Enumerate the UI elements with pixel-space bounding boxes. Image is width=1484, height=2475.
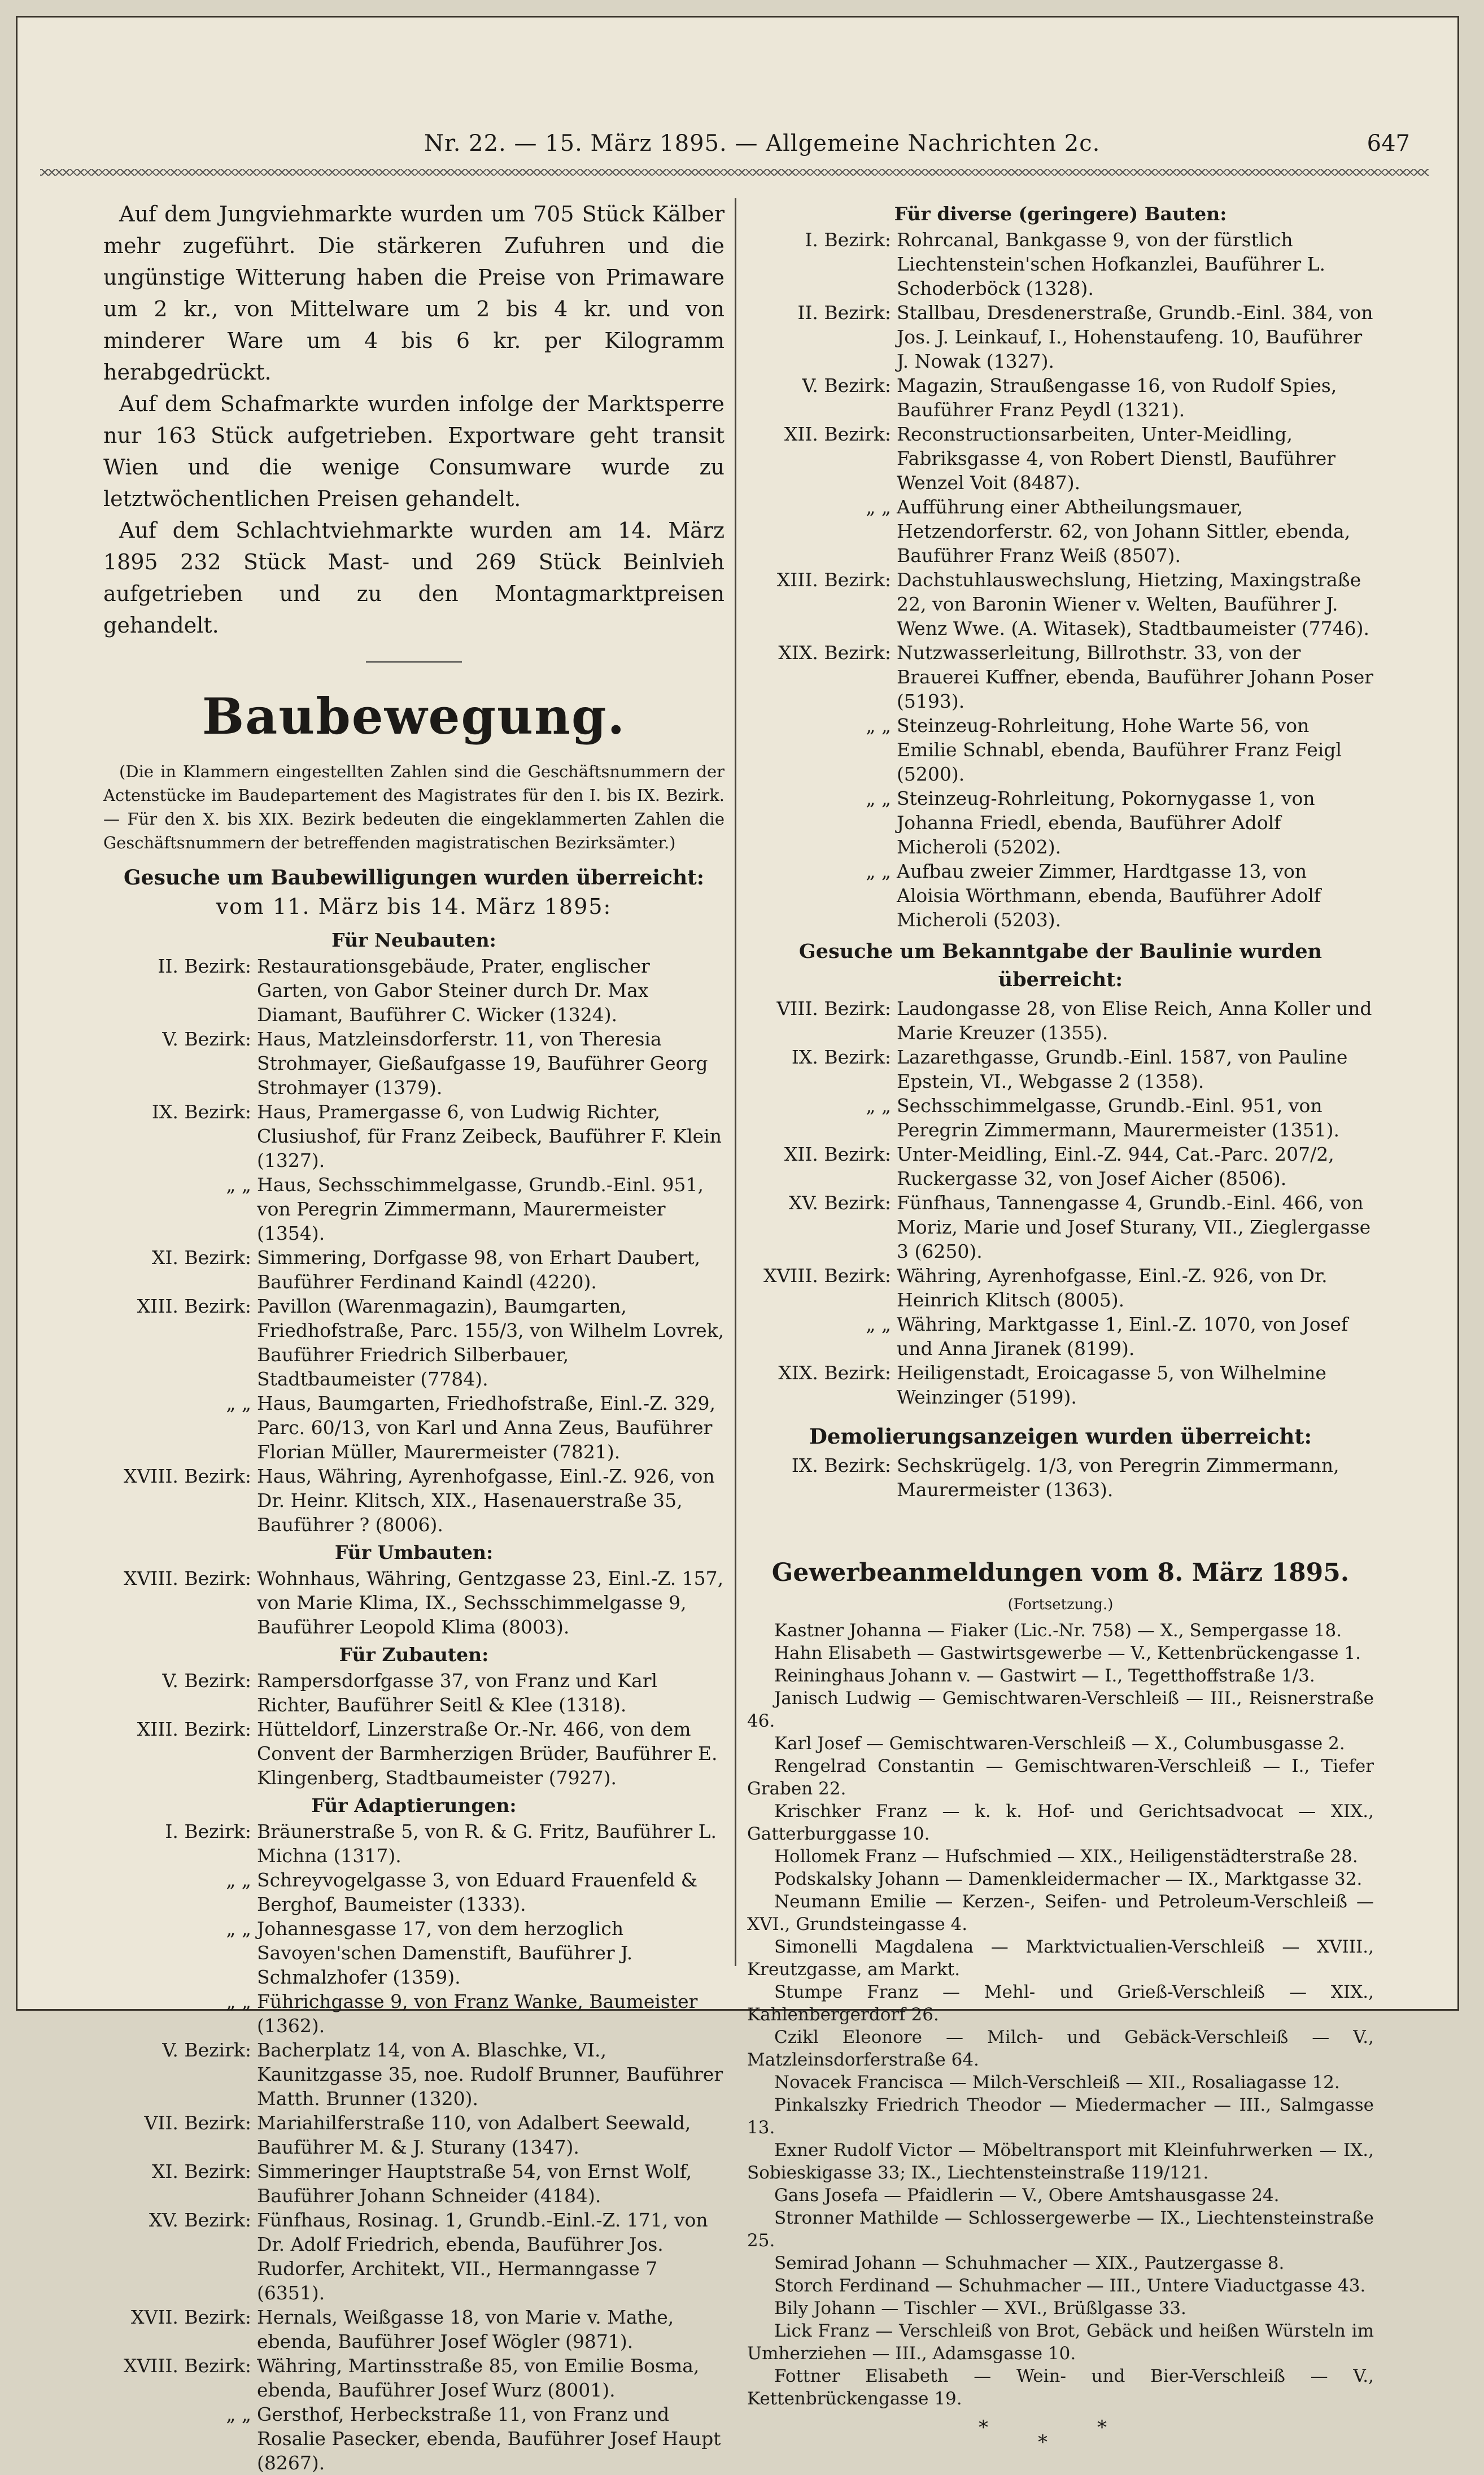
list-neubauten bbox=[103, 954, 724, 1537]
entry-text: Aufführung einer Abtheilungsmauer, Hetzendorferstr. 62, von Johann Sittler, ebenda, Bauführer Franz Weiß (8507). bbox=[897, 496, 1351, 567]
listing-entry bbox=[747, 228, 1374, 300]
listing-entry bbox=[103, 1464, 724, 1537]
listing-entry bbox=[103, 1868, 724, 1916]
entry-text: Simmeringer Hauptstraße 54, von Ernst Wolf, Bauführer Johann Schneider (4184). bbox=[257, 2160, 692, 2207]
page-number: 647 bbox=[1367, 130, 1410, 156]
district-label: XVIII. Bezirk: bbox=[763, 1265, 891, 1287]
entry-text: Aufbau zweier Zimmer, Hardtgasse 13, von Aloisia Wörthmann, ebenda, Bauführer Adolf Micheroli (5203). bbox=[897, 860, 1321, 931]
district-label: „ „ bbox=[226, 1869, 251, 1891]
listing-entry bbox=[747, 996, 1374, 1045]
listing-entry bbox=[747, 568, 1374, 640]
asterisk: * bbox=[1097, 2416, 1107, 2439]
trade-registration: Fottner Elisabeth — Wein- und Bier-Verschleiß — V., Kettenbrückengasse 19. bbox=[747, 2366, 1374, 2409]
heading-baulinie: Gesuche um Bekanntgabe der Baulinie wurden überreicht: bbox=[798, 940, 1322, 991]
district-label: XI. Bezirk: bbox=[151, 1247, 251, 1269]
heading-zubauten: Für Zubauten: bbox=[339, 1644, 489, 1666]
entry-text: Sechsschimmelgasse, Grundb.-Einl. 951, von Peregrin Zimmermann, Maurermeister (1351). bbox=[897, 1095, 1339, 1141]
listing-entry bbox=[103, 2159, 724, 2208]
entry-text: Hütteldorf, Linzerstraße Or.-Nr. 466, von dem Convent der Barmherzigen Brüder, Bauführer E. Klingenberg, Stadtbaumeister (7927). bbox=[257, 1718, 718, 1789]
entry-text: Simmering, Dorfgasse 98, von Erhart Daubert, Bauführer Ferdinand Kaindl (4220). bbox=[257, 1247, 701, 1293]
trade-registration: Karl Josef — Gemischtwaren-Verschleiß — X., Columbusgasse 2. bbox=[774, 1733, 1345, 1754]
right-column bbox=[747, 198, 1374, 2455]
entry-text: Schreyvogelgasse 3, von Eduard Frauenfeld & Berghof, Baumeister (1333). bbox=[257, 1869, 698, 1915]
listing-entry bbox=[747, 495, 1374, 568]
listing-entry bbox=[103, 954, 724, 1027]
district-label: VII. Bezirk: bbox=[144, 2112, 251, 2134]
listing-entry bbox=[103, 1027, 724, 1100]
entry-text: Währing, Marktgasse 1, Einl.-Z. 1070, von Josef und Anna Jiranek (8199). bbox=[897, 1313, 1348, 1359]
district-label: „ „ bbox=[226, 1392, 251, 1414]
listing-entry bbox=[103, 2402, 724, 2475]
district-label: I. Bezirk: bbox=[805, 229, 891, 251]
trade-registration: Kastner Johanna — Fiaker (Lic.-Nr. 758) — X., Sempergasse 18. bbox=[774, 1620, 1342, 1641]
entry-text: Haus, Pramergasse 6, von Ludwig Richter, Clusiushof, für Franz Zeibeck, Bauführer F. Klein (1327). bbox=[257, 1101, 722, 1171]
entry-text: Fünfhaus, Tannengasse 4, Grundb.-Einl. 466, von Moriz, Marie und Josef Sturany, VII., Zieglergasse 3 (6250). bbox=[897, 1192, 1371, 1262]
entry-text: Haus, Matzleinsdorferstr. 11, von Theresia Strohmayer, Gießaufgasse 19, Bauführer Georg Strohmayer (1379). bbox=[257, 1028, 708, 1099]
entry-text: Sechskrügelg. 1/3, von Peregrin Zimmermann, Maurermeister (1363). bbox=[897, 1454, 1339, 1501]
entry-text: Fünfhaus, Rosinag. 1, Grundb.-Einl.-Z. 171, von Dr. Adolf Friedrich, ebenda, Bauführer Jos. Rudorfer, Architekt, VII., Hermanngasse 7 (6351). bbox=[257, 2209, 708, 2304]
listing-entry bbox=[747, 786, 1374, 859]
listing-entry bbox=[103, 1717, 724, 1790]
header-rule bbox=[40, 169, 1429, 176]
market-paragraph: Auf dem Jungviehmarkte wurden um 705 Stück Kälber mehr zugeführt. Die stärkeren Zufuhren und die ungünstige Witterung haben die Preise von Primaware um 2 kr., von Mittelware um 2 bis 4 kr. und von minderer Ware um 4 bis 6 kr. per Kilogramm herabgedrückt. bbox=[103, 202, 724, 385]
listing-entry bbox=[103, 2208, 724, 2305]
listing-entry bbox=[747, 422, 1374, 495]
entry-text: Mariahilferstraße 110, von Adalbert Seewald, Bauführer M. & J. Sturany (1347). bbox=[257, 2112, 691, 2158]
asterisk: * bbox=[979, 2416, 988, 2439]
district-label: „ „ bbox=[226, 1918, 251, 1940]
trade-registration: Krischker Franz — k. k. Hof- und Gerichtsadvocat — XIX., Gatterburggasse 10. bbox=[747, 1801, 1374, 1844]
entry-text: Heiligenstadt, Eroicagasse 5, von Wilhelmine Weinzinger (5199). bbox=[897, 1362, 1326, 1408]
listing-entry bbox=[747, 1142, 1374, 1191]
district-label: „ „ bbox=[866, 1095, 891, 1117]
district-label: „ „ bbox=[866, 860, 891, 882]
listing-entry bbox=[103, 1245, 724, 1294]
trade-registration: Hollomek Franz — Hufschmied — XIX., Heiligenstädterstraße 28. bbox=[774, 1846, 1358, 1867]
section-rule bbox=[366, 661, 462, 663]
entry-text: Reconstructionsarbeiten, Unter-Meidling, Fabriksgasse 4, von Robert Dienstl, Bauführer Wenzel Voit (8487). bbox=[897, 423, 1336, 494]
district-label: XVIII. Bezirk: bbox=[123, 2355, 251, 2377]
trade-registration: Rengelrad Constantin — Gemischtwaren-Verschleiß — I., Tiefer Graben 22. bbox=[747, 1756, 1374, 1799]
list-gewerbe bbox=[747, 1619, 1374, 2410]
list-adaptierungen bbox=[103, 1819, 724, 2475]
district-label: I. Bezirk: bbox=[165, 1820, 251, 1842]
entry-text: Haus, Sechsschimmelgasse, Grundb.-Einl. 951, von Peregrin Zimmermann, Maurermeister (1354). bbox=[257, 1174, 704, 1244]
district-label: V. Bezirk: bbox=[802, 374, 891, 396]
list-demolierung bbox=[747, 1453, 1374, 1502]
column-divider bbox=[735, 198, 736, 1966]
entry-text: Stallbau, Dresdenerstraße, Grundb.-Einl. 384, von Jos. J. Leinkauf, I., Hohenstaufeng. 10, Bauführer J. Nowak (1327). bbox=[897, 302, 1373, 372]
trade-registration: Neumann Emilie — Kerzen-, Seifen- und Petroleum-Verschleiß — XVI., Grundsteingasse 4. bbox=[747, 1892, 1374, 1934]
entry-text: Laudongasse 28, von Elise Reich, Anna Koller und Marie Kreuzer (1355). bbox=[897, 997, 1372, 1044]
listing-entry bbox=[747, 640, 1374, 713]
listing-entry bbox=[103, 2354, 724, 2402]
district-label: XIII. Bezirk: bbox=[776, 569, 891, 591]
district-label: XII. Bezirk: bbox=[784, 423, 891, 445]
district-label: „ „ bbox=[866, 496, 891, 518]
listing-entry bbox=[747, 1045, 1374, 1093]
market-paragraph: Auf dem Schlachtviehmarkte wurden am 14. März 1895 232 Stück Mast- und 269 Stück Beinlvieh aufgetrieben und zu den Montagmarktpreisen gehandelt. bbox=[103, 518, 724, 638]
entry-text: Haus, Baumgarten, Friedhofstraße, Einl.-Z. 329, Parc. 60/13, von Karl und Anna Zeus, Bauführer Florian Müller, Maurermeister (7821). bbox=[257, 1392, 715, 1463]
district-label: XVIII. Bezirk: bbox=[123, 1567, 251, 1589]
district-label: XIII. Bezirk: bbox=[137, 1718, 251, 1740]
trade-registration: Semirad Johann — Schuhmacher — XIX., Pautzergasse 8. bbox=[774, 2253, 1285, 2273]
entry-text: Steinzeug-Rohrleitung, Hohe Warte 56, von Emilie Schnabl, ebenda, Bauführer Franz Feigl (5200). bbox=[897, 714, 1342, 785]
trade-registration: Stronner Mathilde — Schlossergewerbe — IX., Liechtensteinstraße 25. bbox=[747, 2208, 1374, 2251]
asterisk: * bbox=[1038, 2431, 1047, 2454]
trade-registration: Hahn Elisabeth — Gastwirtsgewerbe — V., Kettenbrückengasse 1. bbox=[774, 1643, 1361, 1663]
district-label: XVIII. Bezirk: bbox=[123, 1465, 251, 1487]
entry-text: Haus, Währing, Ayrenhofgasse, Einl.-Z. 926, von Dr. Heinr. Klitsch, XIX., Hasenauerstraße 35, Bauführer ? (8006). bbox=[257, 1465, 715, 1536]
trade-registration: Reininghaus Johann v. — Gastwirt — I., Tegetthoffstraße 1/3. bbox=[774, 1666, 1315, 1686]
asterism bbox=[747, 2410, 1374, 2455]
trade-registration: Janisch Ludwig — Gemischtwaren-Verschleiß — III., Reisnerstraße 46. bbox=[747, 1688, 1374, 1731]
trade-registration: Gans Josefa — Pfaidlerin — V., Obere Amtshausgasse 24. bbox=[774, 2185, 1280, 2206]
trade-registration: Novacek Francisca — Milch-Verschleiß — XII., Rosaliagasse 12. bbox=[774, 2072, 1340, 2093]
entry-text: Hernals, Weißgasse 18, von Marie v. Mathe, ebenda, Bauführer Josef Wögler (9871). bbox=[257, 2306, 674, 2352]
header-title: Nr. 22. — 15. März 1895. — Allgemeine Nachrichten 2c. bbox=[424, 130, 1101, 156]
continuation-note: (Fortsetzung.) bbox=[1007, 1596, 1114, 1613]
entry-text: Führichgasse 9, von Franz Wanke, Baumeister (1362). bbox=[257, 1990, 698, 2037]
district-label: „ „ bbox=[226, 2403, 251, 2425]
heading-demolierung: Demolierungsanzeigen wurden überreicht: bbox=[809, 1424, 1312, 1449]
listing-entry bbox=[103, 1100, 724, 1173]
listing-entry bbox=[747, 1453, 1374, 1502]
entry-text: Unter-Meidling, Einl.-Z. 944, Cat.-Parc. 207/2, Ruckergasse 32, von Josef Aicher (8506). bbox=[897, 1143, 1334, 1189]
trade-registration: Storch Ferdinand — Schuhmacher — III., Untere Viaductgasse 43. bbox=[774, 2276, 1366, 2296]
listing-entry bbox=[747, 1191, 1374, 1263]
trade-registration: Exner Rudolf Victor — Möbeltransport mit Kleinfuhrwerken — IX., Sobieskigasse 33; IX., Liechtensteinstraße 119/121. bbox=[747, 2140, 1374, 2183]
listing-entry bbox=[103, 1989, 724, 2038]
entry-text: Rampersdorfgasse 37, von Franz und Karl Richter, Bauführer Seitl & Klee (1318). bbox=[257, 1670, 658, 1716]
district-label: V. Bezirk: bbox=[162, 2039, 251, 2061]
entry-text: Pavillon (Warenmagazin), Baumgarten, Friedhofstraße, Parc. 155/3, von Wilhelm Lovrek, Bauführer Friedrich Silberbauer, Stadtbaumeister (7784). bbox=[257, 1295, 724, 1390]
trade-registration: Bily Johann — Tischler — XVI., Brüßlgasse 33. bbox=[774, 2298, 1186, 2319]
entry-text: Magazin, Straußengasse 16, von Rudolf Spies, Bauführer Franz Peydl (1321). bbox=[897, 374, 1337, 421]
listing-entry bbox=[103, 1916, 724, 1989]
trade-registration: Podskalsky Johann — Damenkleidermacher — IX., Marktgasse 32. bbox=[774, 1869, 1363, 1889]
listing-entry bbox=[747, 1312, 1374, 1361]
listing-entry bbox=[747, 1361, 1374, 1409]
district-label: XII. Bezirk: bbox=[784, 1143, 891, 1165]
entry-text: Steinzeug-Rohrleitung, Pokornygasse 1, von Johanna Friedl, ebenda, Bauführer Adolf Micheroli (5202). bbox=[897, 787, 1315, 858]
left-column bbox=[103, 198, 724, 2475]
district-label: XIX. Bezirk: bbox=[778, 1362, 891, 1384]
listing-entry bbox=[103, 2111, 724, 2159]
trade-registration: Simonelli Magdalena — Marktvictualien-Verschleiß — XVIII., Kreutzgasse, am Markt. bbox=[747, 1937, 1374, 1980]
listing-entry bbox=[747, 859, 1374, 932]
district-label: XIX. Bezirk: bbox=[778, 642, 891, 664]
entry-text: Bacherplatz 14, von A. Blaschke, VI., Kaunitzgasse 35, noe. Rudolf Brunner, Bauführer Matth. Brunner (1320). bbox=[257, 2039, 723, 2110]
listing-entry bbox=[103, 1566, 724, 1639]
listing-entry bbox=[103, 1668, 724, 1717]
district-label: XIII. Bezirk: bbox=[137, 1295, 251, 1317]
district-label: XV. Bezirk: bbox=[788, 1192, 891, 1214]
heading-neubauten: Für Neubauten: bbox=[331, 929, 496, 951]
heading-umbauten: Für Umbauten: bbox=[334, 1541, 494, 1563]
entry-text: Rohrcanal, Bankgasse 9, von der fürstlich Liechtenstein'schen Hofkanzlei, Bauführer L. Schoderböck (1328). bbox=[897, 229, 1325, 299]
trade-registration: Pinkalszky Friedrich Theodor — Miedermacher — III., Salmgasse 13. bbox=[747, 2095, 1374, 2138]
district-label: IX. Bezirk: bbox=[151, 1101, 251, 1123]
entry-text: Johannesgasse 17, von dem herzoglich Savoyen'schen Damenstift, Bauführer J. Schmalzhofer (1359). bbox=[257, 1918, 633, 1988]
entry-text: Währing, Ayrenhofgasse, Einl.-Z. 926, von Dr. Heinrich Klitsch (8005). bbox=[897, 1265, 1328, 1311]
district-label: II. Bezirk: bbox=[158, 955, 251, 977]
district-label: „ „ bbox=[866, 1313, 891, 1335]
list-zubauten bbox=[103, 1668, 724, 1790]
entry-text: Dachstuhlauswechslung, Hietzing, Maxingstraße 22, von Baronin Wiener v. Welten, Bauführer J. Wenz Wwe. (A. Witasek), Stadtbaumeister (7746). bbox=[897, 569, 1369, 639]
listing-entry bbox=[747, 300, 1374, 373]
entry-text: Bräunerstraße 5, von R. & G. Fritz, Bauführer L. Michna (1317). bbox=[257, 1820, 717, 1867]
listing-entry bbox=[103, 1173, 724, 1245]
district-label: „ „ bbox=[866, 714, 891, 737]
district-label: „ „ bbox=[226, 1990, 251, 2012]
listing-entry bbox=[103, 2305, 724, 2354]
listing-entry bbox=[747, 1263, 1374, 1312]
page-header bbox=[18, 130, 1461, 164]
listing-entry bbox=[747, 713, 1374, 786]
district-label: XV. Bezirk: bbox=[149, 2209, 251, 2231]
district-label: „ „ bbox=[866, 787, 891, 809]
listing-entry bbox=[747, 1093, 1374, 1142]
listing-entry bbox=[103, 1294, 724, 1391]
entry-text: Restaurationsgebäude, Prater, englischer Garten, von Gabor Steiner durch Dr. Max Diamant, Bauführer C. Wicker (1324). bbox=[257, 955, 650, 1026]
listing-entry bbox=[103, 1819, 724, 1868]
district-label: „ „ bbox=[226, 1174, 251, 1196]
district-label: VIII. Bezirk: bbox=[776, 997, 891, 1019]
listing-entry bbox=[103, 2038, 724, 2111]
entry-text: Nutzwasserleitung, Billrothstr. 33, von der Brauerei Kuffner, ebenda, Bauführer Johann Poser (5193). bbox=[897, 642, 1374, 712]
heading-baubewilligungen: Gesuche um Baubewilligungen wurden überreicht: bbox=[123, 866, 705, 890]
newspaper-page bbox=[16, 16, 1459, 2474]
list-umbauten bbox=[103, 1566, 724, 1639]
district-label: II. Bezirk: bbox=[797, 302, 891, 324]
heading-gewerbe: Gewerbeanmeldungen vom 8. März 1895. bbox=[771, 1558, 1350, 1587]
trade-registration: Czikl Eleonore — Milch- und Gebäck-Verschleiß — V., Matzleinsdorferstraße 64. bbox=[747, 2027, 1374, 2070]
district-label: V. Bezirk: bbox=[162, 1670, 251, 1692]
market-paragraph: Auf dem Schafmarkte wurden infolge der Marktsperre nur 163 Stück aufgetrieben. Exportware geht transit Wien und die wenige Consumware wurde zu letztwöchentlichen Preisen gehandelt. bbox=[103, 391, 724, 511]
entry-text: Wohnhaus, Währing, Gentzgasse 23, Einl.-Z. 157, von Marie Klima, IX., Sechsschimmelgasse 9, Bauführer Leopold Klima (8003). bbox=[257, 1567, 724, 1638]
intro-note: (Die in Klammern eingestellten Zahlen sind die Geschäftsnummern der Actenstücke im Baudepartement des Magistrates für den I. bis IX. Bezirk. — Für den X. bis XIX. Bezirk bedeuten die eingeklammerten Zahlen die Geschäftsnummern der betreffenden magistratischen Bezirksämter.) bbox=[103, 762, 724, 852]
list-baulinie bbox=[747, 996, 1374, 1409]
district-label: XVII. Bezirk: bbox=[131, 2306, 251, 2328]
district-label: IX. Bezirk: bbox=[791, 1454, 891, 1476]
district-label: V. Bezirk: bbox=[162, 1028, 251, 1050]
list-diverse bbox=[747, 228, 1374, 932]
district-label: XI. Bezirk: bbox=[151, 2160, 251, 2182]
section-title: Baubewegung. bbox=[202, 687, 626, 746]
entry-text: Währing, Martinsstraße 85, von Emilie Bosma, ebenda, Bauführer Josef Wurz (8001). bbox=[257, 2355, 700, 2401]
trade-registration: Stumpe Franz — Mehl- und Grieß-Verschleiß — XIX., Kahlenbergerdorf 26. bbox=[747, 1982, 1374, 2025]
entry-text: Gersthof, Herbeckstraße 11, von Franz und Rosalie Pasecker, ebenda, Bauführer Josef Haupt (8267). bbox=[257, 2403, 721, 2474]
heading-date: vom 11. März bis 14. März 1895: bbox=[216, 894, 612, 919]
heading-diverse: Für diverse (geringere) Bauten: bbox=[894, 203, 1227, 225]
entry-text: Lazarethgasse, Grundb.-Einl. 1587, von Pauline Epstein, VI., Webgasse 2 (1358). bbox=[897, 1046, 1348, 1092]
listing-entry bbox=[103, 1391, 724, 1464]
district-label: IX. Bezirk: bbox=[791, 1046, 891, 1068]
listing-entry bbox=[747, 373, 1374, 422]
heading-adaptierungen: Für Adaptierungen: bbox=[311, 1794, 517, 1816]
trade-registration: Lick Franz — Verschleiß von Brot, Gebäck und heißen Würsteln im Umherziehen — III., Adamsgasse 10. bbox=[747, 2321, 1374, 2364]
